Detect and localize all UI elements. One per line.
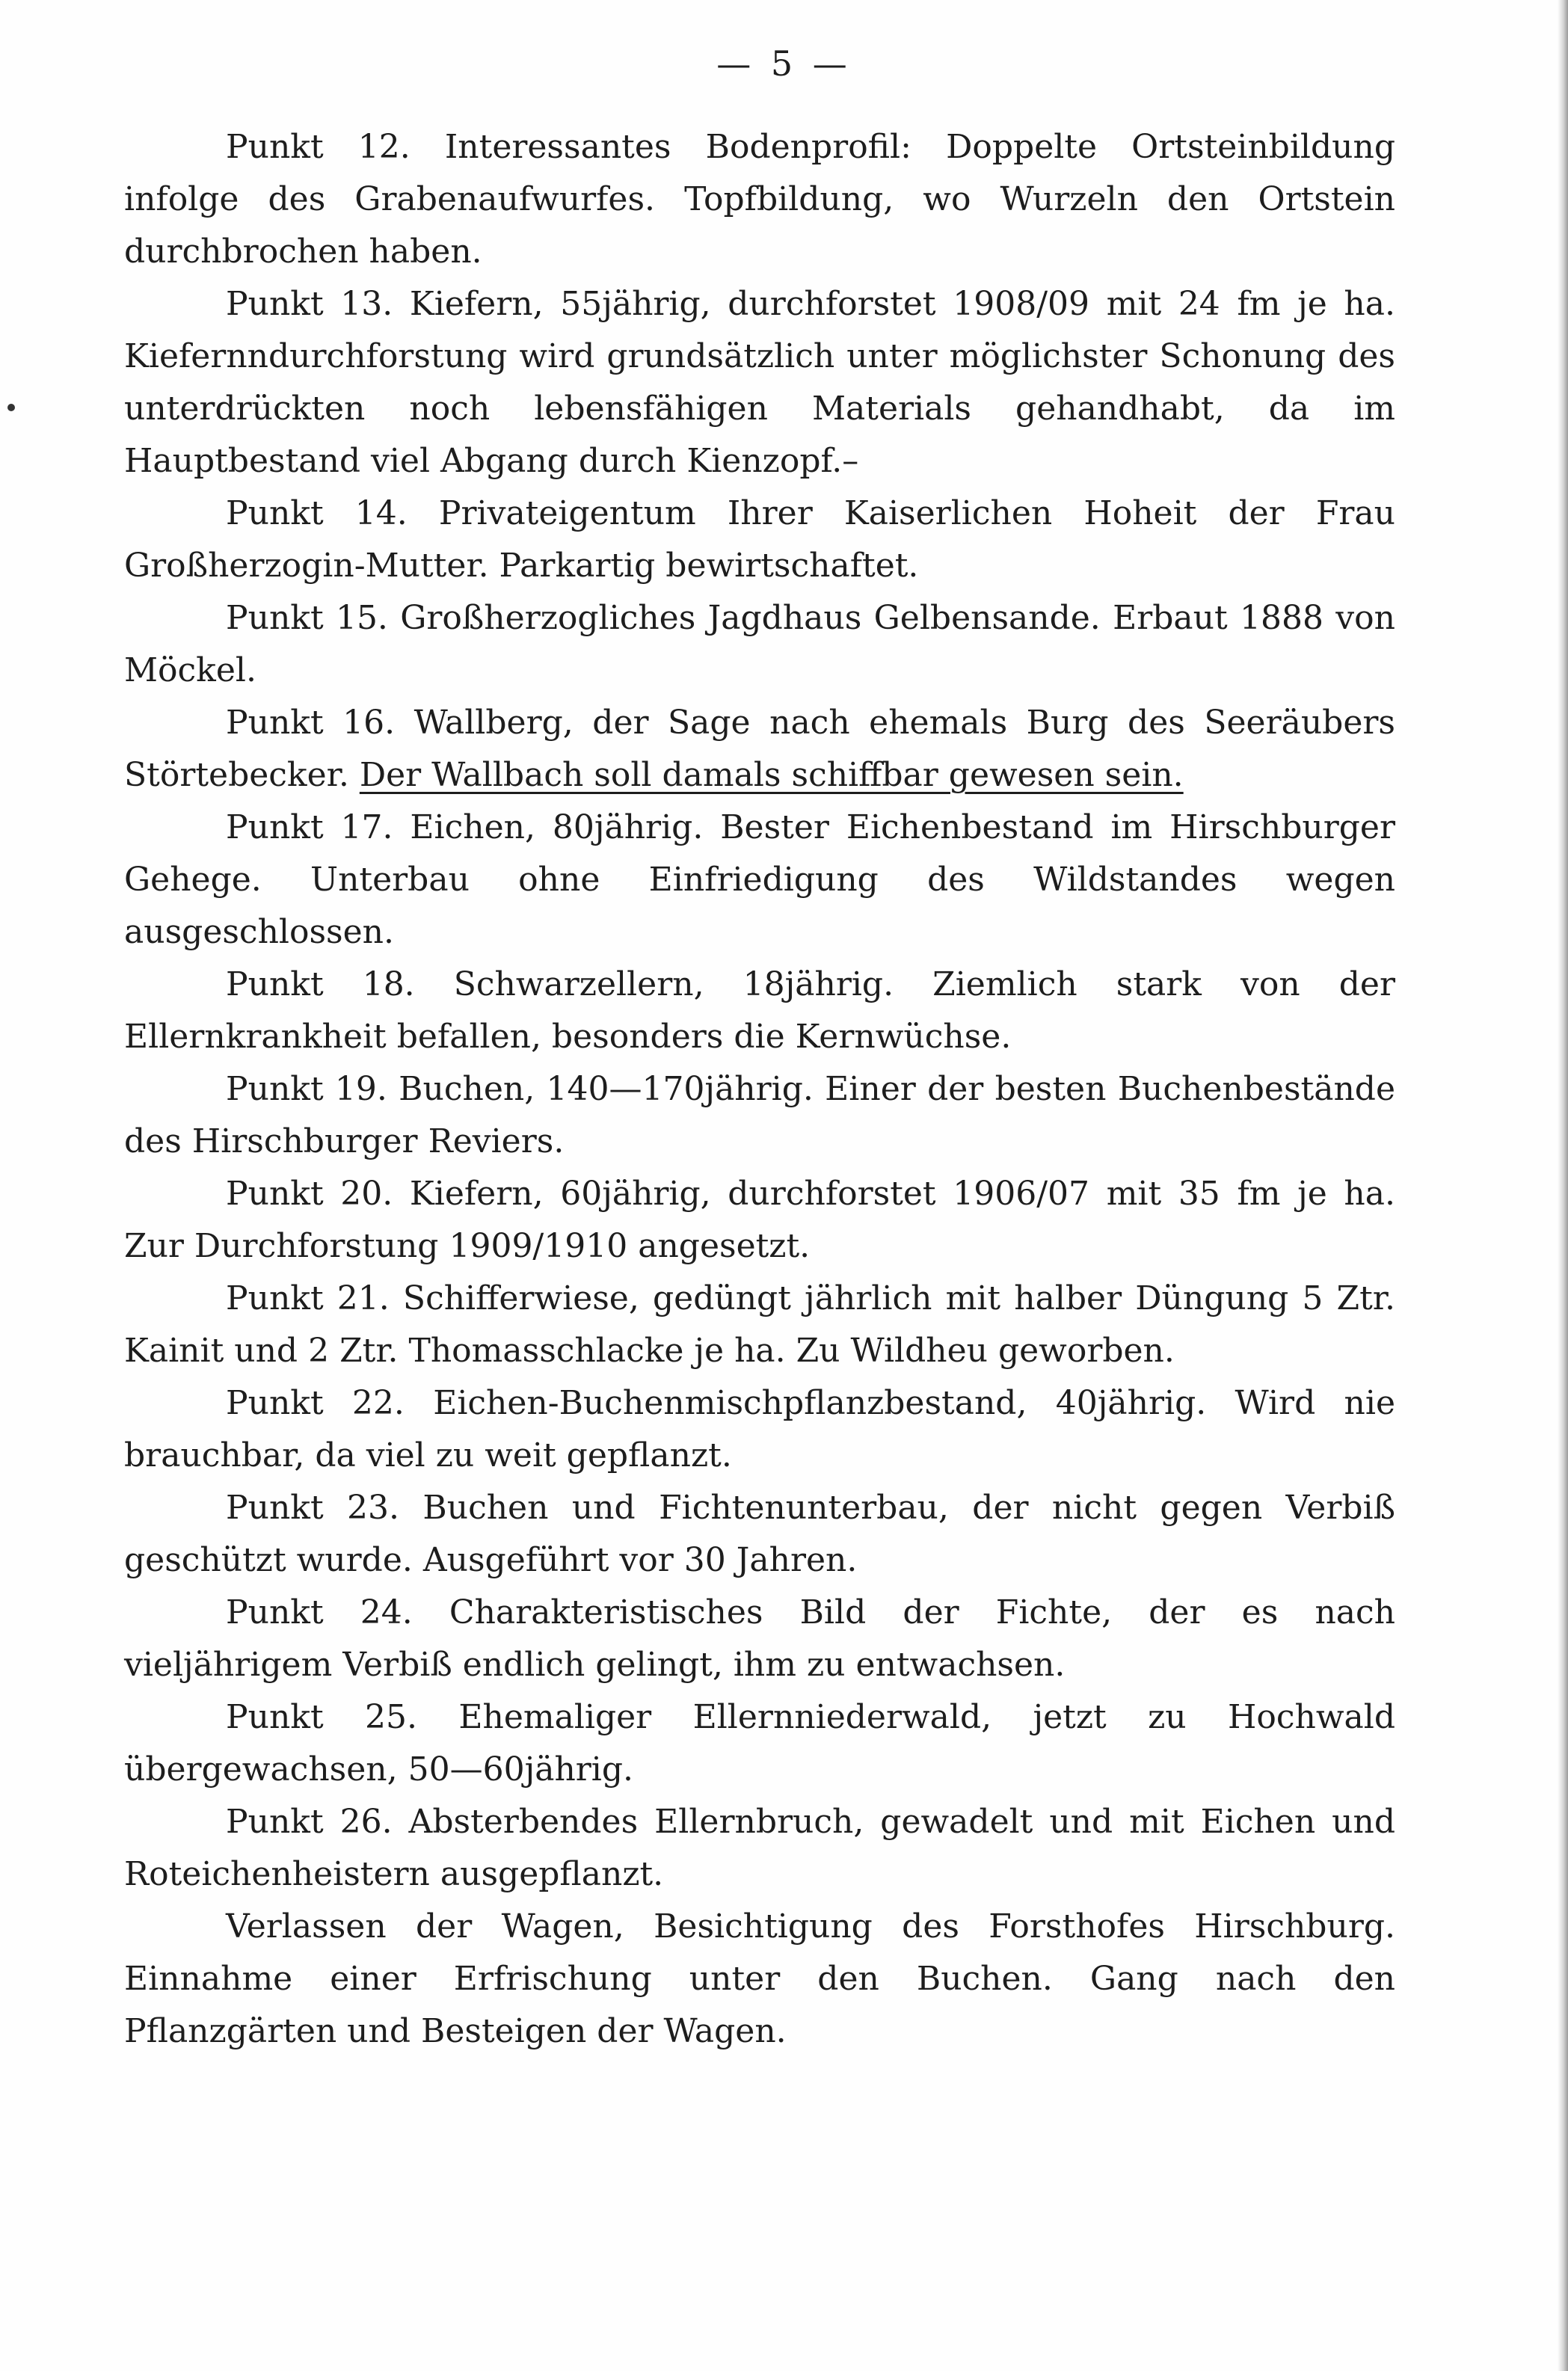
- paragraph-punkt-18: Punkt 18. Schwarzellern, 18jährig. Ziemlich stark von der Ellernkrankheit befallen, besonders die Kernwüchse.: [124, 965, 1395, 1056]
- paragraph-closing: Verlassen der Wagen, Besichtigung des Forsthofes Hirschburg. Einnahme einer Erfrischung unter den Buchen. Gang nach den Pflanzgärten und Besteigen der Wagen.: [124, 1907, 1395, 2050]
- paragraph-punkt-25: Punkt 25. Ehemaliger Ellernniederwald, jetzt zu Hochwald übergewachsen, 50—60jährig.: [124, 1698, 1395, 1789]
- underlined-remark: Der Wallbach soll damals schiffbar gewesen sein.: [359, 756, 1184, 794]
- paragraph-punkt-21: Punkt 21. Schifferwiese, gedüngt jährlich mit halber Düngung 5 Ztr. Kainit und 2 Ztr. Thomasschlacke je ha. Zu Wildheu geworben.: [124, 1279, 1395, 1370]
- paragraph-punkt-17: Punkt 17. Eichen, 80jährig. Bester Eichenbestand im Hirschburger Gehege. Unterbau ohne Einfriedigung des Wildstandes wegen ausgeschlossen.: [124, 808, 1395, 951]
- paragraph-punkt-12: Punkt 12. Interessantes Bodenprofil: Doppelte Ortsteinbildung infolge des Grabenaufwurfes. Topfbildung, wo Wurzeln den Ortstein durchbrochen haben.: [124, 128, 1395, 271]
- paragraph-punkt-16-text: Punkt 16. Wallberg, der Sage nach ehemals Burg des Seeräubers Störtebecker.: [124, 704, 1395, 794]
- paragraph-punkt-26: Punkt 26. Absterbendes Ellernbruch, gewadelt und mit Eichen und Roteichenheistern ausgepflanzt.: [124, 1803, 1395, 1893]
- paragraph-punkt-14: Punkt 14. Privateigentum Ihrer Kaiserlichen Hoheit der Frau Großherzogin-Mutter. Parkartig bewirtschaftet.: [124, 494, 1395, 585]
- page-number: — 5 —: [716, 43, 852, 84]
- paragraph-punkt-13: Punkt 13. Kiefern, 55jährig, durchforstet 1908/09 mit 24 fm je ha. Kiefernndurchforstung wird grundsätzlich unter möglichster Schonung des unterdrückten noch lebensfähigen Materials gehandhabt, da im Hauptbestand viel Abgang durch Kienzopf.–: [124, 285, 1395, 480]
- paragraph-punkt-24: Punkt 24. Charakteristisches Bild der Fichte, der es nach vieljährigem Verbiß endlich gelingt, ihm zu entwachsen.: [124, 1593, 1395, 1684]
- paragraph-punkt-19: Punkt 19. Buchen, 140—170jährig. Einer der besten Buchenbestände des Hirschburger Reviers.: [124, 1070, 1395, 1160]
- margin-mark: [7, 404, 15, 411]
- paragraph-punkt-23: Punkt 23. Buchen und Fichtenunterbau, der nicht gegen Verbiß geschützt wurde. Ausgeführt vor 30 Jahren.: [124, 1489, 1395, 1579]
- page-edge-shadow: [1558, 0, 1568, 2371]
- paragraph-punkt-15: Punkt 15. Großherzogliches Jagdhaus Gelbensande. Erbaut 1888 von Möckel.: [124, 599, 1395, 689]
- paragraph-punkt-22: Punkt 22. Eichen-Buchenmischpflanzbestand, 40jährig. Wird nie brauchbar, da viel zu weit gepflanzt.: [124, 1384, 1395, 1474]
- body-text: [124, 121, 1395, 2058]
- paragraph-punkt-16: [124, 697, 1395, 802]
- paragraph-punkt-20: Punkt 20. Kiefern, 60jährig, durchforstet 1906/07 mit 35 fm je ha. Zur Durchforstung 1909/1910 angesetzt.: [124, 1175, 1395, 1265]
